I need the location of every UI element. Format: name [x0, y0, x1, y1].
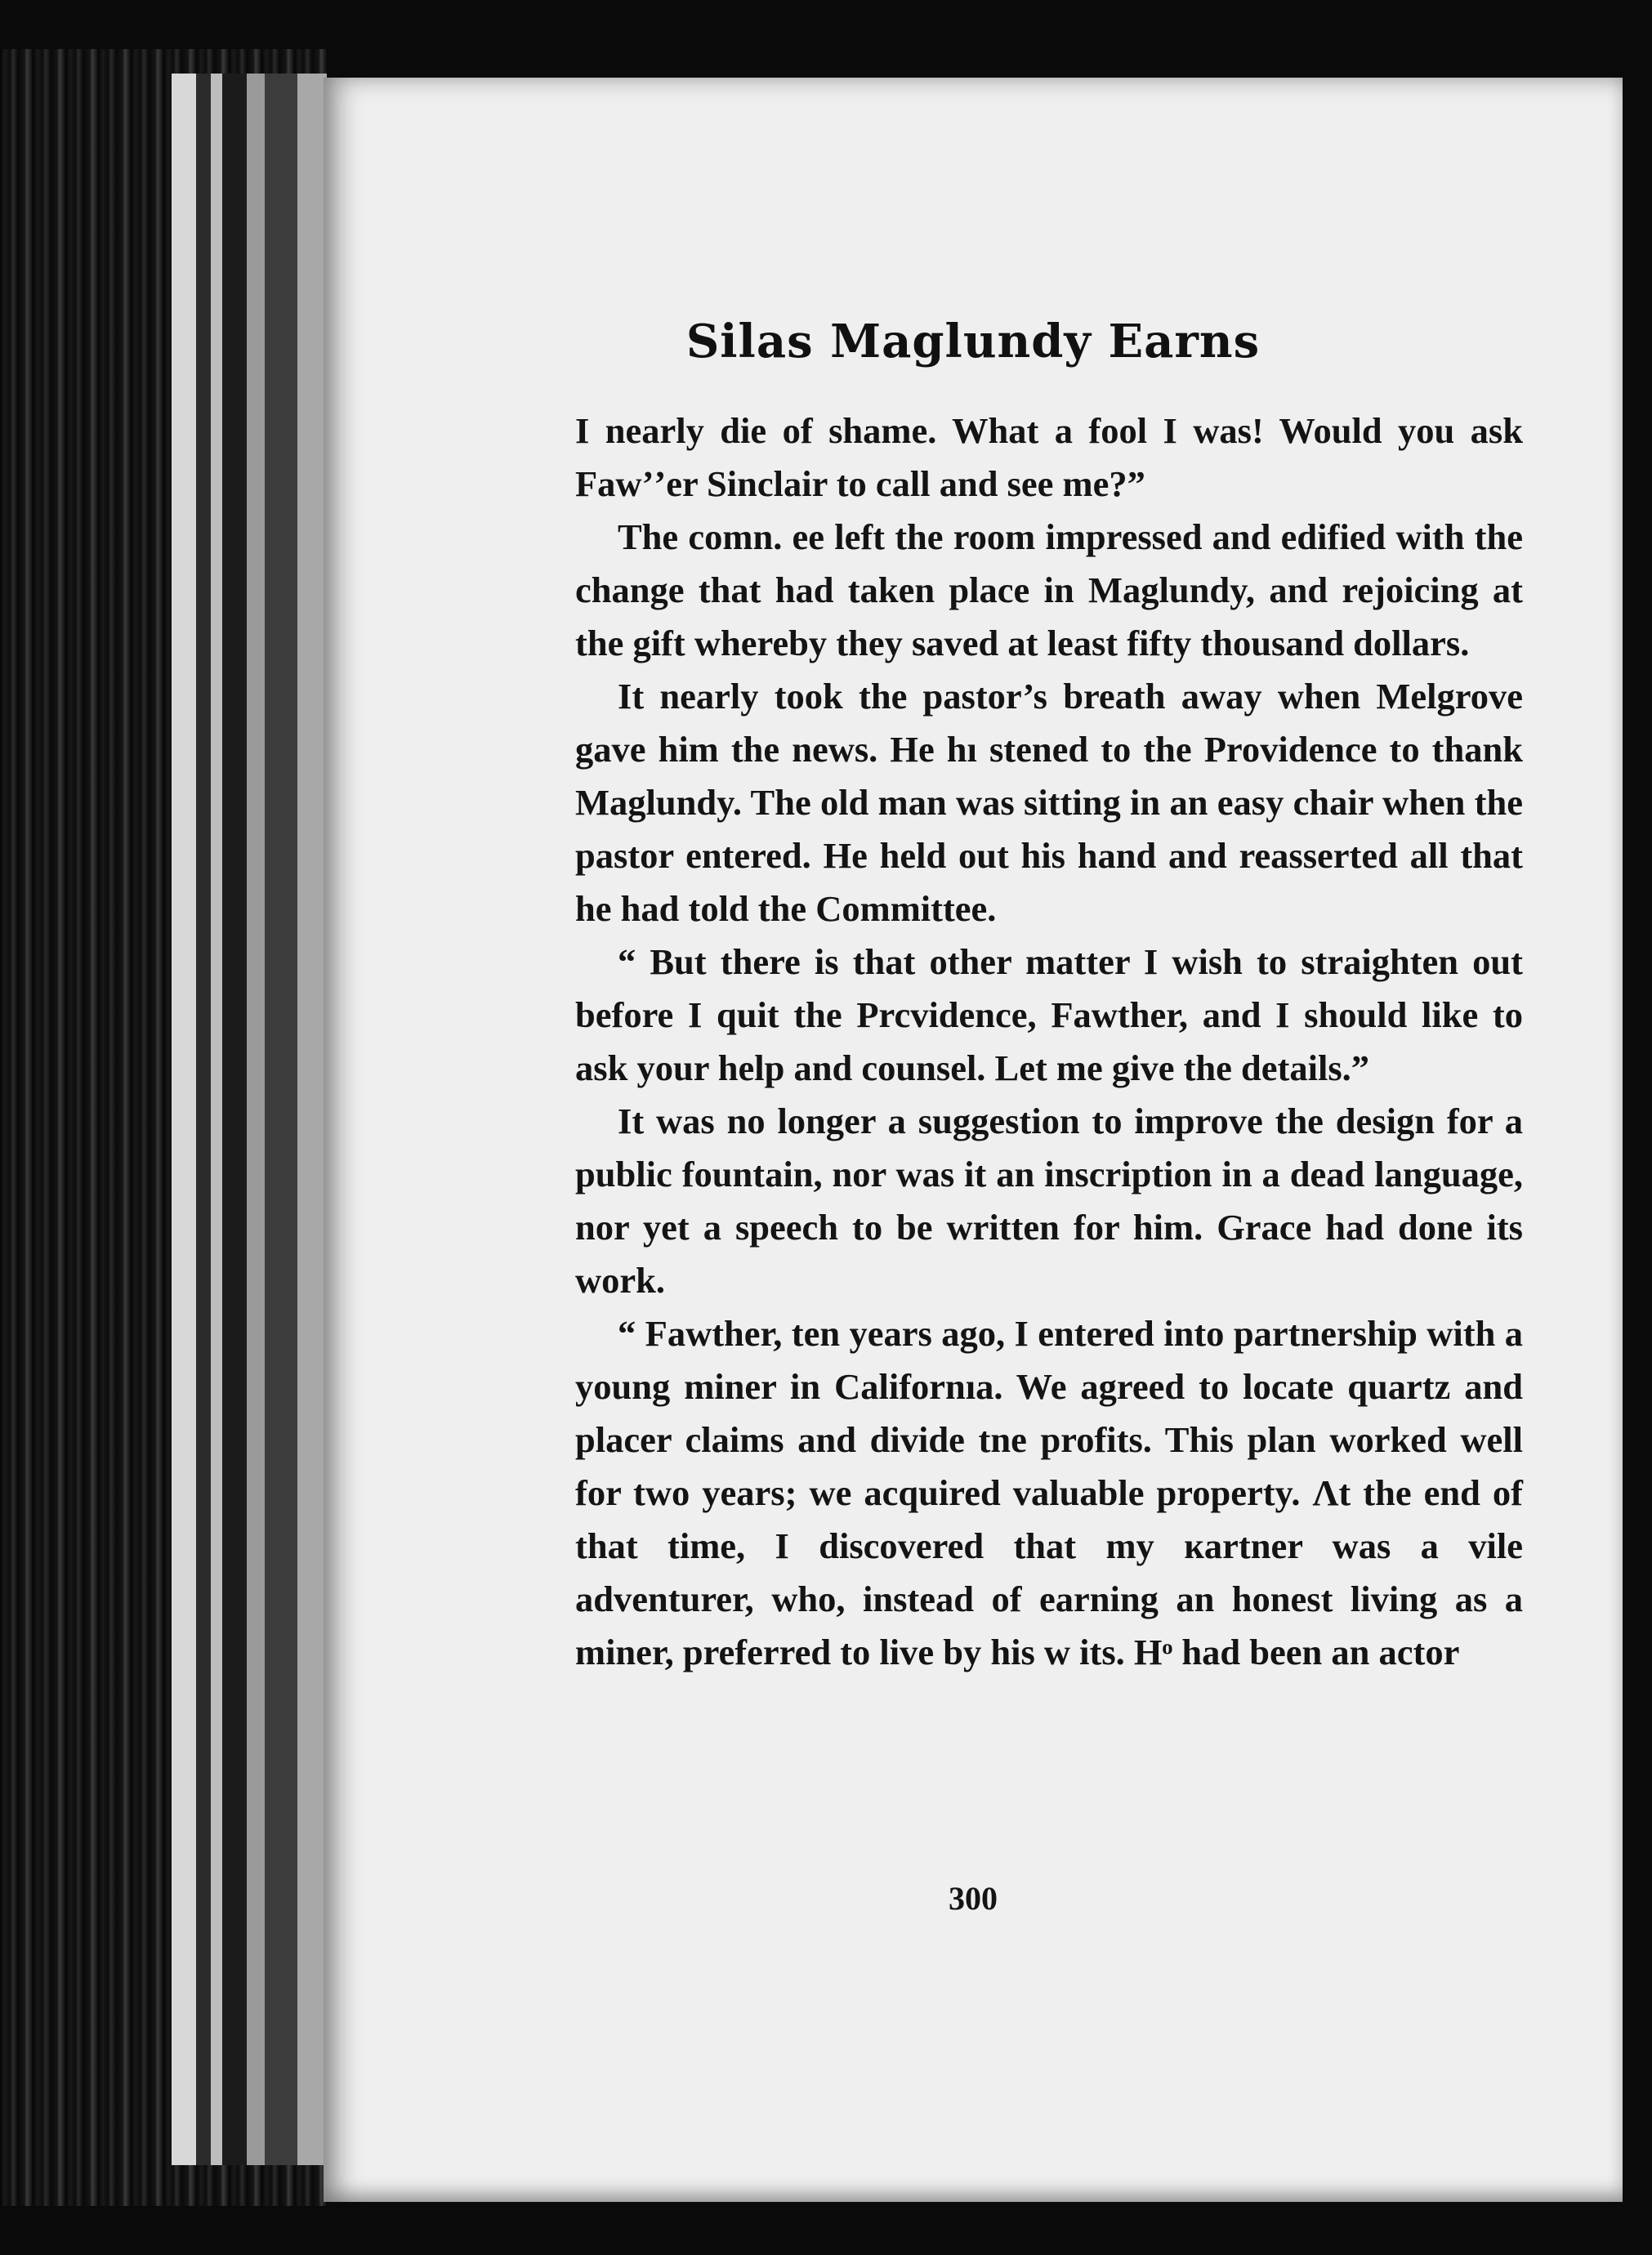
running-head: Silas Maglundy Earns [685, 315, 1261, 368]
paragraph: “ Fawther, ten years ago, I entered into partnership with a young miner in Californıa. We agreed to locate quartz and placer claims and divide tne profits. This plan worked well for two years; we acquired valuable property. Ʌt the end of that time, I discovered that my ĸartner was a vile adventurer, who, instead of earning an honest living as a miner, preferred to live by his ᴡ its. Hᵒ had been an actor [575, 1313, 1523, 1672]
paragraph: The comn. ee left the room impressed and edified with the change that had taken place in Maglundy, and rejoicing at the gift whereby they saved at least fifty thousand dollars. [575, 516, 1523, 663]
body-text [575, 404, 1523, 1679]
page-number: 300 [949, 1880, 998, 1917]
page-edge-band [222, 74, 247, 2165]
paragraph: It nearly took the pastor’s breath away when Melgrove gave him the news. He hı stened to the Providence to thank Maglundy. The old man was sitting in an easy chair when the pastor entered. He held out his hand and reasserted all that he had told the Committee. [575, 676, 1523, 929]
page-edge-band [196, 74, 211, 2165]
page-edge-band [297, 74, 327, 2165]
paragraph: “ But there is that other matter I wish to straighten out before I quit the Prcvidence, Fawther, and I should like to ask your help and counsel. Let me give the details.” [575, 941, 1523, 1088]
page-edge-band [265, 74, 297, 2165]
paragraph: It was no longer a suggestion to improve the design for a public fountain, nor was it an inscription in a dead language, nor yet a speech to be written for him. Grace had done its work. [575, 1101, 1523, 1301]
page-edge-band [172, 74, 196, 2165]
page-edge-band [247, 74, 265, 2165]
paragraph: I nearly die of shame. What a fool I was! Would you ask Fawʼʼer Sinclair to call and see me?” [575, 410, 1523, 504]
printed-page [324, 78, 1623, 2202]
page-edge-band [211, 74, 222, 2165]
